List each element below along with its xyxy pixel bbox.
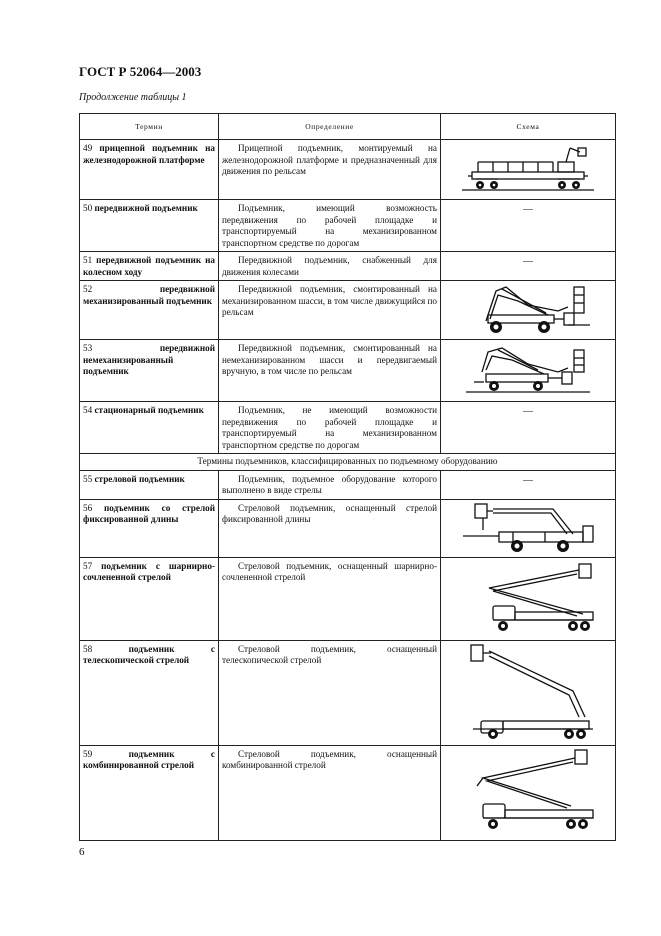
schema-cell	[441, 340, 616, 402]
empty-schema-dash: —	[523, 474, 533, 486]
column-header-definition: Определение	[219, 114, 441, 140]
definition-cell: Передвижной подъемник, смонтированный на немеханизированном шасси и передвигаемый вручную, в том числе по рельсам	[219, 340, 441, 402]
fixed-boom-lift-drawing	[453, 500, 603, 556]
table-row	[80, 200, 616, 252]
articulated-boom-lift-drawing	[453, 558, 603, 638]
definition-cell: Стреловой подъемник, оснащенный комбинированной стрелой	[219, 745, 441, 840]
table-row	[80, 281, 616, 340]
definition-cell: Передвижной подъемник, снабженный для движения колесами	[219, 252, 441, 281]
empty-schema-dash: —	[523, 256, 533, 267]
schema-cell	[441, 470, 616, 499]
definition-cell: Прицепной подъемник, монтируемый на железнодорожной платформе и предназначенный для движения по рельсам	[219, 140, 441, 200]
table-row	[80, 745, 616, 840]
schema-cell	[441, 640, 616, 745]
term-cell: 58 подъемник с телескопической стрелой	[80, 640, 219, 745]
section-row	[80, 454, 616, 471]
table-row	[80, 499, 616, 557]
telescopic-boom-lift-drawing	[453, 641, 603, 743]
table-row	[80, 640, 616, 745]
schema-cell	[441, 499, 616, 557]
definition-cell: Стреловой подъемник, оснащенный стрелой фиксированной длины	[219, 499, 441, 557]
schema-cell	[441, 200, 616, 252]
self-propelled-lift-drawing	[458, 281, 598, 337]
column-header-schema: Схема	[441, 114, 616, 140]
schema-cell	[441, 557, 616, 640]
term-cell: 54 стационарный подъемник	[80, 402, 219, 454]
table-row	[80, 340, 616, 402]
schema-cell	[441, 281, 616, 340]
manual-lift-drawing	[458, 340, 598, 398]
term-cell: 59 подъемник с комбинированной стрелой	[80, 745, 219, 840]
terms-table	[79, 113, 616, 841]
empty-schema-dash: —	[523, 406, 533, 417]
page-number: 6	[79, 846, 85, 858]
term-cell: 51 передвижной подъемник на колесном ходу	[80, 252, 219, 281]
document-code: ГОСТ Р 52064—2003	[79, 64, 202, 79]
schema-cell	[441, 140, 616, 200]
combined-boom-lift-drawing	[453, 746, 603, 838]
term-cell: 57 подъемник с шарнирно-сочлененной стрелой	[80, 557, 219, 640]
section-title: Термины подъемников, классифицированных по подъемному оборудованию	[80, 454, 616, 471]
definition-cell: Подъемник, имеющий возможность передвижения по рабочей площадке и транспортируемый на механизированном транспортном средстве по дорогам	[219, 200, 441, 252]
term-cell: 53 передвижной немеханизированный подъемник	[80, 340, 219, 402]
table-row	[80, 252, 616, 281]
term-cell: 50 передвижной подъемник	[80, 200, 219, 252]
term-cell: 56 подъемник со стрелой фиксированной длины	[80, 499, 219, 557]
rail-platform-lift-drawing	[458, 140, 598, 196]
term-cell: 52 передвижной механизированный подъемник	[80, 281, 219, 340]
term-cell: 49 прицепной подъемник на железнодорожной платформе	[80, 140, 219, 200]
definition-cell: Передвижной подъемник, смонтированный на механизированном шасси, в том числе движущийся по рельсам	[219, 281, 441, 340]
definition-cell: Подъемник, не имеющий возможности передвижения по рабочей площадке и транспортируемый на механизированном транспортном средстве по дорогам	[219, 402, 441, 454]
schema-cell	[441, 252, 616, 281]
table-row	[80, 402, 616, 454]
column-header-term: Термин	[80, 114, 219, 140]
schema-cell	[441, 402, 616, 454]
table-row	[80, 470, 616, 499]
table-row	[80, 557, 616, 640]
definition-cell: Стреловой подъемник, оснащенный телескопической стрелой	[219, 640, 441, 745]
empty-schema-dash: —	[523, 204, 533, 215]
term-cell: 55 стреловой подъемник	[80, 470, 219, 499]
table-header-row	[80, 114, 616, 140]
definition-cell: Стреловой подъемник, оснащенный шарнирно-сочлененной стрелой	[219, 557, 441, 640]
definition-cell: Подъемник, подъемное оборудование которого выполнено в виде стрелы	[219, 470, 441, 499]
schema-cell	[441, 745, 616, 840]
table-caption: Продолжение таблицы 1	[79, 92, 187, 103]
table-row	[80, 140, 616, 200]
